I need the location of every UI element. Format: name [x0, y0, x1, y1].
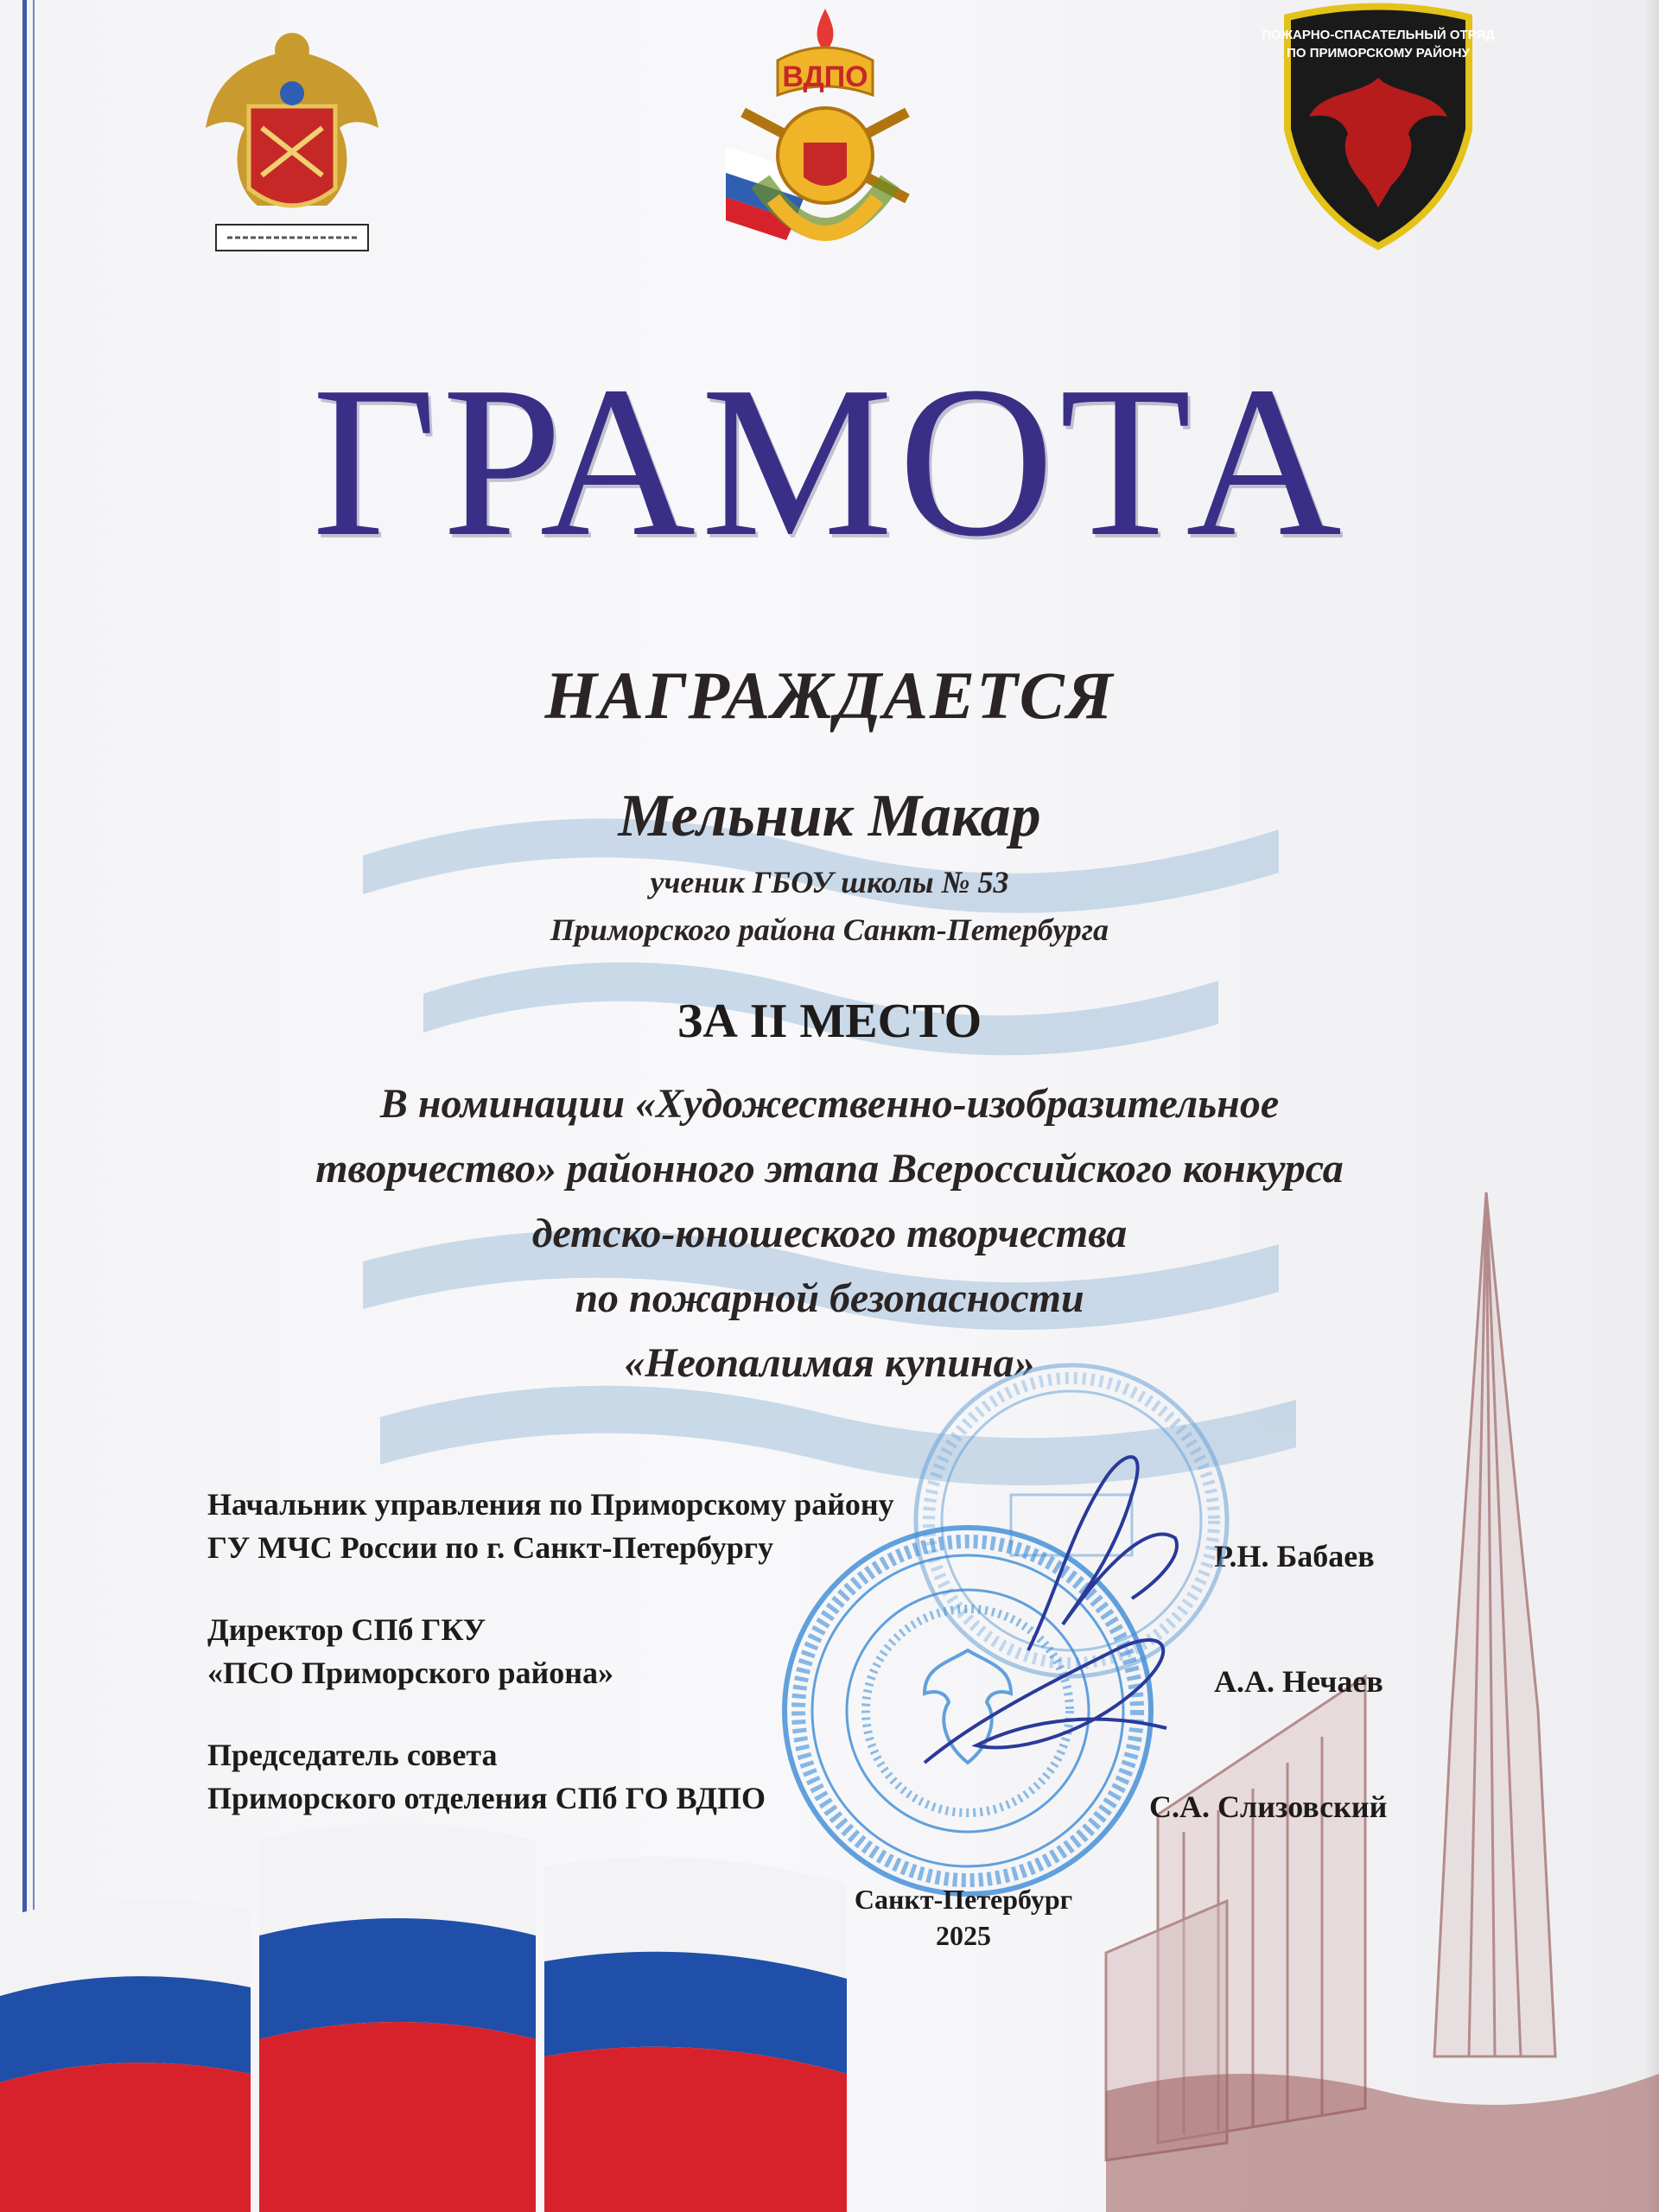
- signatory-3-name: С.А. Слизовский: [1149, 1789, 1388, 1824]
- svg-text:ПО ПРИМОРСКОМУ РАЙОНУ: ПО ПРИМОРСКОМУ РАЙОНУ: [1287, 46, 1470, 60]
- nomination-line: по пожарной безопасности: [575, 1275, 1084, 1321]
- nomination-line: В номинации «Художественно-изобразительное: [379, 1081, 1280, 1127]
- signatory-2-title: Директор СПб ГКУ: [207, 1612, 486, 1647]
- nomination-line: творчество» районного этапа Всероссийского конкурса: [315, 1146, 1344, 1192]
- signatory-1-title: ГУ МЧС России по г. Санкт-Петербургу: [207, 1530, 774, 1565]
- award-place: ЗА II МЕСТО: [677, 995, 982, 1048]
- signatory-3-title: Председатель совета: [207, 1738, 498, 1772]
- emchs-eagle-emblem: [197, 24, 387, 266]
- awarded-label: НАГРАЖДАЕТСЯ: [544, 658, 1115, 733]
- signature-nechaev: [907, 1616, 1201, 1789]
- signatory-2-name: А.А. Нечаев: [1214, 1664, 1383, 1699]
- certificate-title: ГРАМОТА: [312, 342, 1347, 582]
- signatory-3-title: Приморского отделения СПб ГО ВДПО: [207, 1781, 766, 1815]
- signatory-1-title: Начальник управления по Приморскому району: [207, 1487, 894, 1522]
- pso-shield-emblem: [1262, 0, 1495, 251]
- recipient-school: ученик ГБОУ школы № 53: [650, 865, 1009, 899]
- year: 2025: [936, 1920, 991, 1951]
- signatory-1-name: Р.Н. Бабаев: [1214, 1539, 1375, 1573]
- svg-text:ПОЖАРНО-СПАСАТЕЛЬНЫЙ ОТРЯД: ПОЖАРНО-СПАСАТЕЛЬНЫЙ ОТРЯД: [1262, 28, 1495, 42]
- recipient-district: Приморского района Санкт-Петербурга: [550, 912, 1109, 947]
- city: Санкт-Петербург: [854, 1884, 1073, 1915]
- contest-name: «Неопалимая купина»: [624, 1340, 1035, 1386]
- signatory-2-title: «ПСО Приморского района»: [207, 1656, 614, 1690]
- svg-text:ВДПО: ВДПО: [782, 60, 868, 93]
- vdpo-emblem: [709, 0, 942, 276]
- recipient-name: Мельник Макар: [618, 783, 1041, 849]
- nomination-line: детско-юношеского творчества: [531, 1211, 1128, 1256]
